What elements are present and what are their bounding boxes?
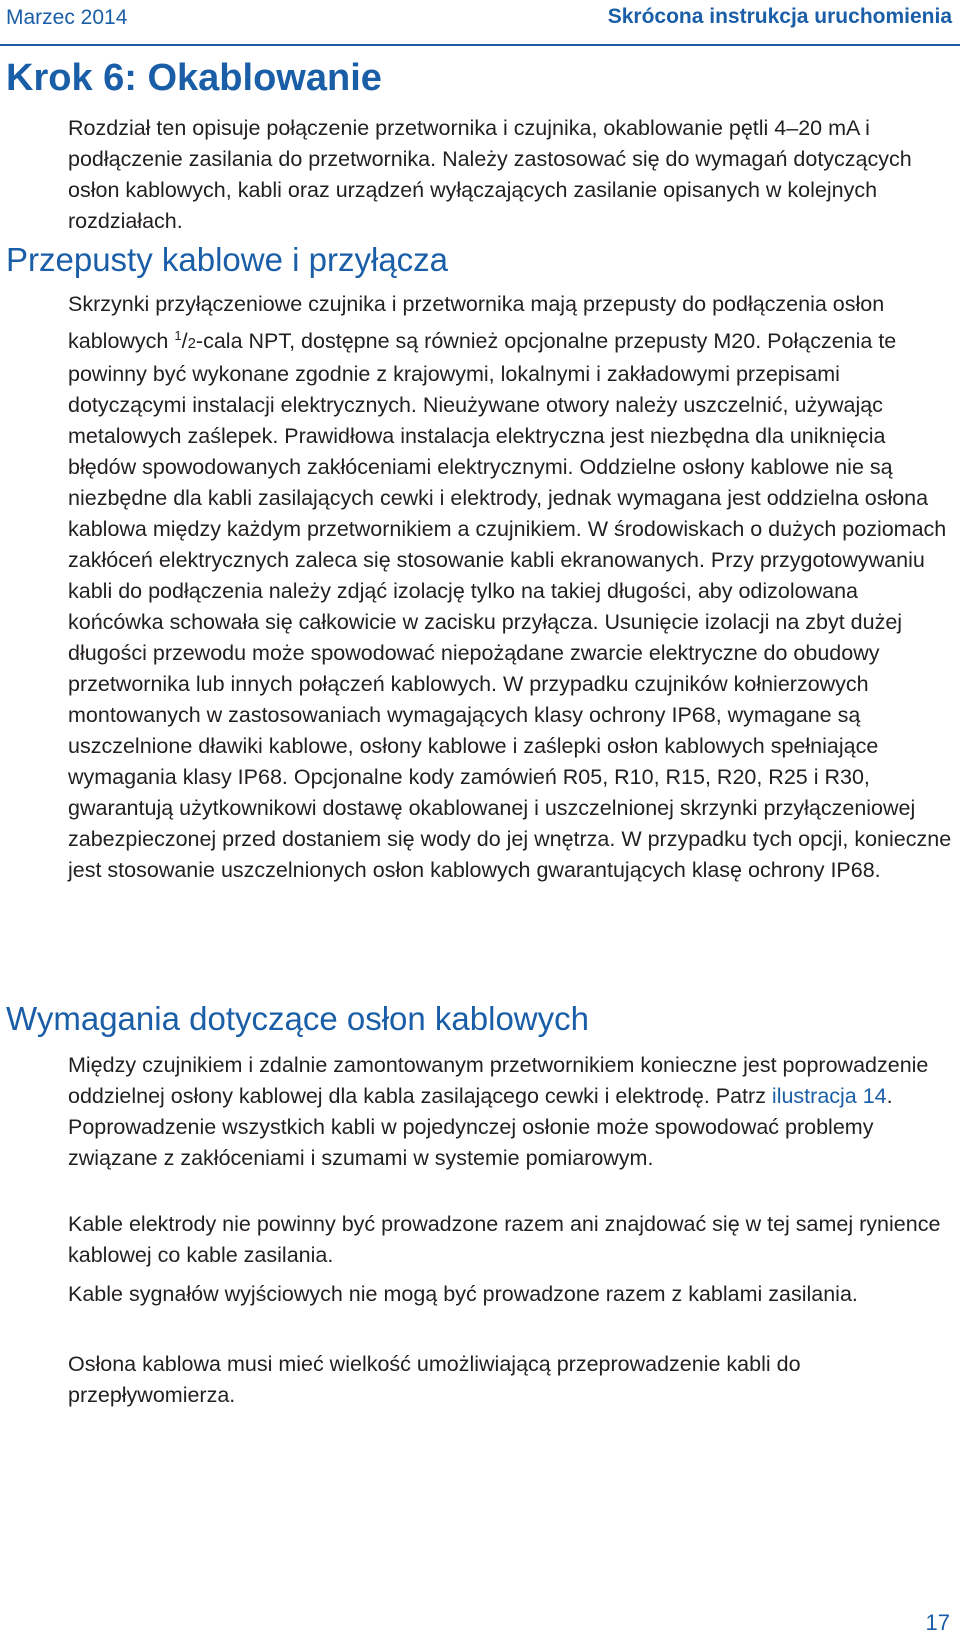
header-doc-title: Skrócona instrukcja uruchomienia [607, 5, 952, 28]
intro-paragraph: Rozdział ten opisuje połączenie przetwornika i czujnika, okablowanie pętli 4–20 mA i podłączenie zasilania do przetwornika. Należy zastosować się do wymagań dotyczących osłon kablowych, kabli oraz urządzeń wyłączających zasilanie opisanych w kolejnych rozdziałach. [68, 116, 912, 233]
header-date: Marzec 2014 [6, 6, 128, 29]
cable-entries-paragraph [68, 289, 958, 886]
conduit-p1-text-start: Między czujnikiem i zdalnie zamontowanym przetwornikiem konieczne jest poprowadzenie oddzielnej osłony kablowej dla kabla zasilającego cewki i elektrodę. Patrz [68, 1053, 929, 1108]
fraction-denominator: 2 [187, 335, 196, 352]
fraction-numerator: 1 [174, 328, 182, 343]
cable-entries-text-end: -cala NPT, dostępne są również opcjonalne przepusty M20. Połączenia te powinny być wykonane zgodnie z krajowymi, lokalnymi i zakładowymi przepisami dotyczącymi instalacji elektrycznych. Nieużywane otwory należy uszczelnić, używając metalowych zaślepek. Prawidłowa instalacja elektryczna jest niezbędna dla uniknięcia błędów spowodowanych zakłóceniami elektrycznymi. Oddzielne osłony kablowe nie są niezbędne dla kabli zasilających cewki i elektrody, jednak wymagana jest oddzielna osłona kablowa między każdym przetwornikiem a czujnikiem. W środowiskach o dużych poziomach zakłóceń elektrycznych zaleca się stosowanie kabli ekranowanych. Przy przygotowywaniu kabli do podłączenia należy zdjąć izolację tylko na takiej długości, aby odizolowana końcówka schowała się całkowicie w zacisku przyłącza. Usunięcie izolacji na zbyt dużej długości przewodu może spowodować niepożądane zwarcie elektryczne do obudowy przetwornika lub innych połączeń kablowych. W przypadku czujników kołnierzowych montowanych w zastosowaniach wymagających klasy ochrony IP68, wymagane są uszczelnione dławiki kablowe, osłony kablowe i zaślepki osłon kablowych spełniające wymagania klasy IP68. Opcjonalne kody zamówień R05, R10, R15, R20, R25 i R30, gwarantują użytkownikowi dostawę okablowanej i uszczelnionej skrzynki przyłączeniowej zabezpieczonej przed dostaniem się wody do jej wnętrza. W przypadku tych opcji, konieczne jest stosowanie uszczelnionych osłon kablowych gwarantujących klasę ochrony IP68. [68, 329, 952, 882]
fraction-slash: / [181, 329, 188, 353]
conduit-paragraph-1 [68, 1050, 958, 1174]
page-title: Krok 6: Okablowanie [6, 57, 382, 99]
section-heading-cable-entries: Przepusty kablowe i przyłącza [6, 241, 449, 278]
page-number: 17 [925, 1610, 950, 1635]
cable-entries-text-start: Skrzynki przyłączeniowe czujnika i przetwornika mają przepusty do podłączenia osłon kablowych [68, 292, 885, 353]
section-heading-conduit-requirements: Wymagania dotyczące osłon kablowych [6, 1000, 589, 1037]
conduit-paragraph-2: Kable elektrody nie powinny być prowadzone razem ani znajdować się w tej samej rynience kablowej co kable zasilania. [68, 1212, 941, 1267]
figure-14-link[interactable]: ilustracja 14 [771, 1084, 887, 1108]
conduit-p1-text-end: . Poprowadzenie wszystkich kabli w pojedynczej osłonie może spowodować problemy związane z zakłóceniami i szumami w systemie pomiarowym. [68, 1084, 893, 1170]
page-header [0, 0, 960, 46]
conduit-paragraph-3: Kable sygnałów wyjściowych nie mogą być prowadzone razem z kablami zasilania. [68, 1282, 858, 1306]
conduit-paragraph-4: Osłona kablowa musi mieć wielkość umożliwiającą przeprowadzenie kabli do przepływomierza. [68, 1352, 801, 1407]
